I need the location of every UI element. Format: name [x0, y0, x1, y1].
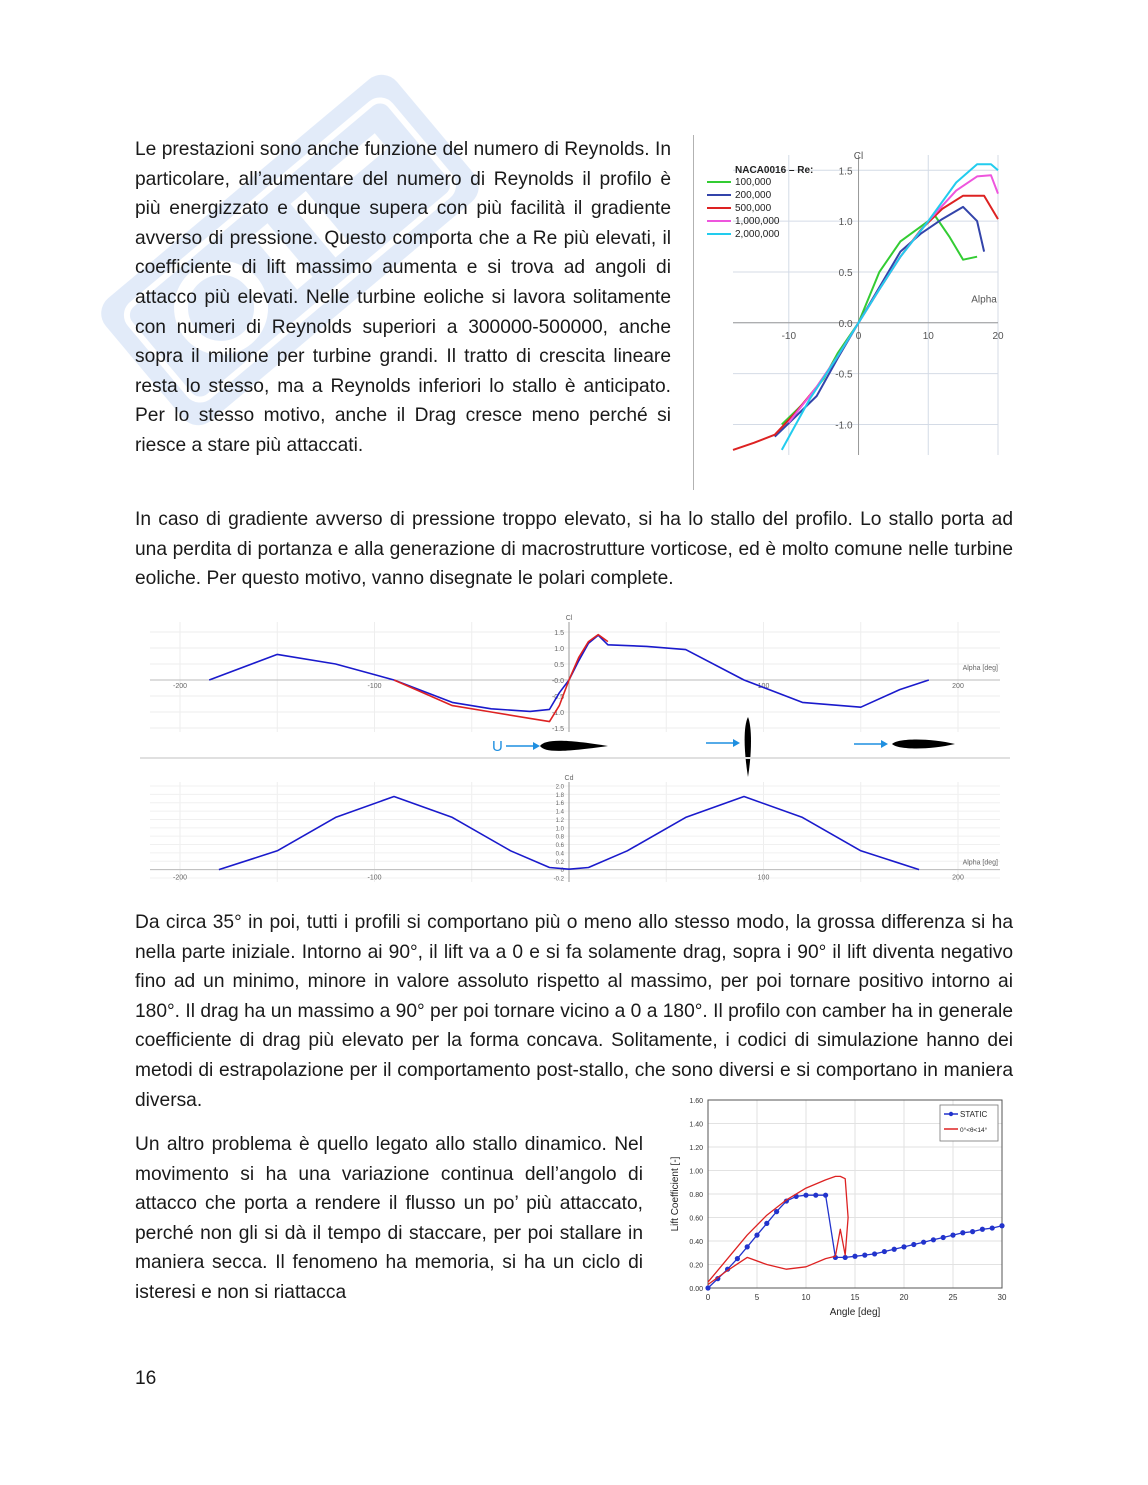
legend-label: 0°<θ<14°	[960, 1127, 988, 1134]
data-point	[950, 1233, 955, 1238]
legend-label: 1,000,000	[735, 216, 780, 227]
x-tick-label: 20	[992, 330, 1004, 342]
data-point	[852, 1254, 857, 1259]
y-tick-label: 0	[560, 868, 564, 875]
y-tick-label: 0.20	[689, 1262, 703, 1270]
y-tick-label: 0.5	[554, 662, 564, 669]
x-tick-label: -200	[172, 683, 188, 690]
y-tick-label: 2.0	[555, 784, 564, 791]
series-line-3	[789, 175, 998, 422]
tick-labels-cd	[173, 775, 998, 883]
y-tick-label: 1.6	[555, 801, 564, 808]
legend-title: NACA0016 – Re:	[735, 165, 814, 176]
x-axis-label: Alpha [deg]	[962, 665, 998, 672]
data-point	[823, 1193, 828, 1198]
y-tick-label: 1.8	[555, 792, 564, 799]
data-point	[911, 1242, 916, 1247]
arrow-head	[881, 740, 888, 748]
data-point	[970, 1229, 975, 1234]
paragraph-reynolds: Le prestazioni sono anche funzione del numero di Reynolds. In particolare, all’aumentare del numero di Reynolds il profilo è più energizzato e dunque supera con più facilità il gradiente avverso di pressione. Questo comporta che a Re più elevati, il coefficiente di lift massimo aumenta e si trova ad angoli di attacco più elevati. Nelle turbine eoliche si lavora solitamente con numeri di Reynolds superiori a 300000-500000, anche sopra il milione per turbine grandi. Il tratto di crescita lineare resta lo stesso, ma a Reynolds inferiori lo stallo è anticipato. Per lo stesso motivo, anche il Drag cresce meno perché si riesce a stare più attaccati.	[135, 139, 671, 456]
y-tick-label: 0.40	[689, 1239, 703, 1246]
data-point	[990, 1225, 995, 1230]
chart-cl-reynolds	[693, 135, 1008, 490]
y-tick-label: 0.2	[555, 859, 564, 866]
x-tick-label: 0	[705, 1293, 711, 1302]
airfoil-shape	[745, 717, 751, 777]
x-axis-label: Angle [deg]	[829, 1307, 881, 1318]
airfoil-shape	[892, 740, 955, 749]
data-point	[921, 1240, 926, 1245]
data-point	[735, 1256, 740, 1261]
x-tick-label: -200	[172, 874, 188, 882]
data-point	[774, 1209, 779, 1214]
y-tick-label: 1.0	[838, 217, 853, 229]
y-tick-label: 1.0	[554, 646, 564, 653]
y-tick-label: -0.5	[835, 369, 853, 381]
x-tick-label: 5	[754, 1293, 760, 1302]
x-tick-label: -100	[367, 874, 382, 882]
y-tick-label: 1.40	[689, 1121, 703, 1129]
series-line-4	[782, 164, 998, 450]
y-tick-label: 1.00	[689, 1168, 703, 1176]
x-tick-label: -100	[367, 683, 382, 690]
x-tick-label: 200	[952, 874, 964, 882]
legend	[707, 165, 813, 240]
y-tick-label: 0.8	[555, 834, 564, 841]
y-tick-label: 0.5	[838, 267, 853, 279]
data-point	[862, 1253, 867, 1258]
data-point	[754, 1233, 759, 1238]
legend-label: 2,000,000	[735, 229, 780, 240]
y-tick-label: 1.4	[555, 809, 564, 816]
y-tick-label: 1.2	[555, 817, 564, 824]
x-tick-label: 30	[997, 1293, 1007, 1302]
paragraph-stallo: In caso di gradiente avverso di pressione troppo elevato, si ha lo stallo del profilo. Lo stallo porta ad una perdita di portanza e alla generazione di macrostrutture vorticose, ed è molto comune nelle turbine eoliche. Per questo motivo, vanno disegnate le polari complete.	[135, 509, 1013, 590]
y-tick-label: 0.0	[838, 318, 853, 330]
y-tick-label: -0.5	[551, 694, 564, 701]
y-axis-label: Lift Coefficient [-]	[670, 1156, 681, 1232]
arrow-head	[533, 742, 540, 750]
tick-labels-cl	[173, 615, 998, 733]
data-point	[901, 1244, 906, 1249]
x-tick-label: 20	[899, 1293, 909, 1302]
x-tick-label: 10	[922, 330, 934, 342]
paragraph-post-stallo: Da circa 35° in poi, tutti i profili si comportano più o meno allo stesso modo, la grossa differenza si ha nella parte iniziale. Intorno ai 90°, il lift va a 0 e si fa solamente drag, sopra i 90° il lift diventa negativo fino ad un minimo, minore in valore assoluto rispetto al massimo, per poi tornare positivo intorno ai 180°. Il drag ha un massimo a 90° per poi tornare vicino a 0 a 180°. Il profilo con camber ha in generale coefficiente di drag più elevato per la forma concava. Solitamente, i codici di simulazione hanno dei metodi di estrapolazione per il comportamento post-stallo, che sono diversi e si comportano in maniera diversa.	[135, 912, 1013, 1111]
x-axis-label: Alpha [deg]	[962, 859, 998, 867]
chart-grid-cd	[150, 782, 1000, 882]
data-point	[892, 1247, 897, 1252]
y-tick-label: 0.00	[689, 1286, 703, 1293]
legend	[940, 1105, 998, 1141]
arrow-head	[733, 739, 740, 747]
legend-marker	[949, 1112, 953, 1116]
y-tick-label: 0.6	[555, 843, 564, 850]
y-axis-label: Cl	[853, 151, 864, 162]
x-tick-label: 100	[757, 874, 770, 882]
y-axis-label: Cd	[564, 775, 574, 782]
data-point	[803, 1193, 808, 1198]
data-point	[872, 1251, 877, 1256]
y-tick-label: 1.60	[689, 1098, 703, 1105]
y-tick-label: 1.20	[689, 1145, 703, 1152]
legend-label: STATIC	[960, 1110, 988, 1119]
chart-grid-cl	[150, 622, 1000, 732]
y-tick-label: 0.4	[555, 851, 564, 858]
page-number: 16	[135, 1368, 157, 1389]
data-point	[941, 1235, 946, 1240]
y-tick-label: 1.5	[838, 166, 853, 178]
flow-label: U	[492, 738, 503, 755]
y-tick-label: -0.0	[551, 678, 564, 685]
x-tick-label: 200	[952, 683, 964, 690]
y-tick-label: 0.80	[689, 1192, 703, 1199]
y-tick-label: 0.60	[689, 1215, 703, 1223]
airfoil-shape	[540, 741, 608, 751]
legend-label: 200,000	[735, 190, 772, 201]
x-tick-label: 15	[850, 1293, 860, 1302]
data-point	[813, 1193, 818, 1198]
x-axis-label: Alpha	[971, 294, 997, 306]
data-point	[882, 1249, 887, 1254]
chart-full-polars	[140, 612, 1010, 892]
data-point	[999, 1223, 1004, 1228]
y-axis-label: Cl	[565, 615, 573, 622]
chart-dynamic-stall	[660, 1090, 1015, 1325]
paragraph-stallo-dinamico: Un altro problema è quello legato allo stallo dinamico. Nel movimento si ha una variazione continua dell’angolo di attacco che porta a rendere il flusso un po’ più attaccato, perché non gli si dà il tempo di staccare, per poi stallare in maniera secca. Il fenomeno ha memoria, si ha un ciclo di isteresi e non si riattacca	[135, 1134, 643, 1303]
series-group	[733, 164, 998, 450]
data-point	[745, 1244, 750, 1249]
y-tick-label: 1.0	[555, 826, 564, 833]
y-tick-label: -0.2	[553, 876, 564, 883]
data-point	[705, 1285, 710, 1290]
legend-label: 500,000	[735, 203, 772, 214]
x-tick-label: 0	[855, 330, 862, 342]
y-tick-label: -1.0	[835, 420, 853, 432]
x-tick-label: 25	[948, 1293, 958, 1302]
y-tick-label: -1.5	[551, 726, 564, 733]
x-tick-label: 100	[757, 683, 770, 690]
y-tick-label: -1.0	[551, 710, 564, 717]
legend-label: 100,000	[735, 177, 772, 188]
x-tick-label: 10	[801, 1293, 811, 1302]
data-point	[980, 1227, 985, 1232]
y-tick-label: 1.5	[554, 630, 564, 637]
data-point	[931, 1237, 936, 1242]
data-point	[960, 1230, 965, 1235]
data-point	[764, 1221, 769, 1226]
x-tick-label: -10	[781, 330, 797, 342]
